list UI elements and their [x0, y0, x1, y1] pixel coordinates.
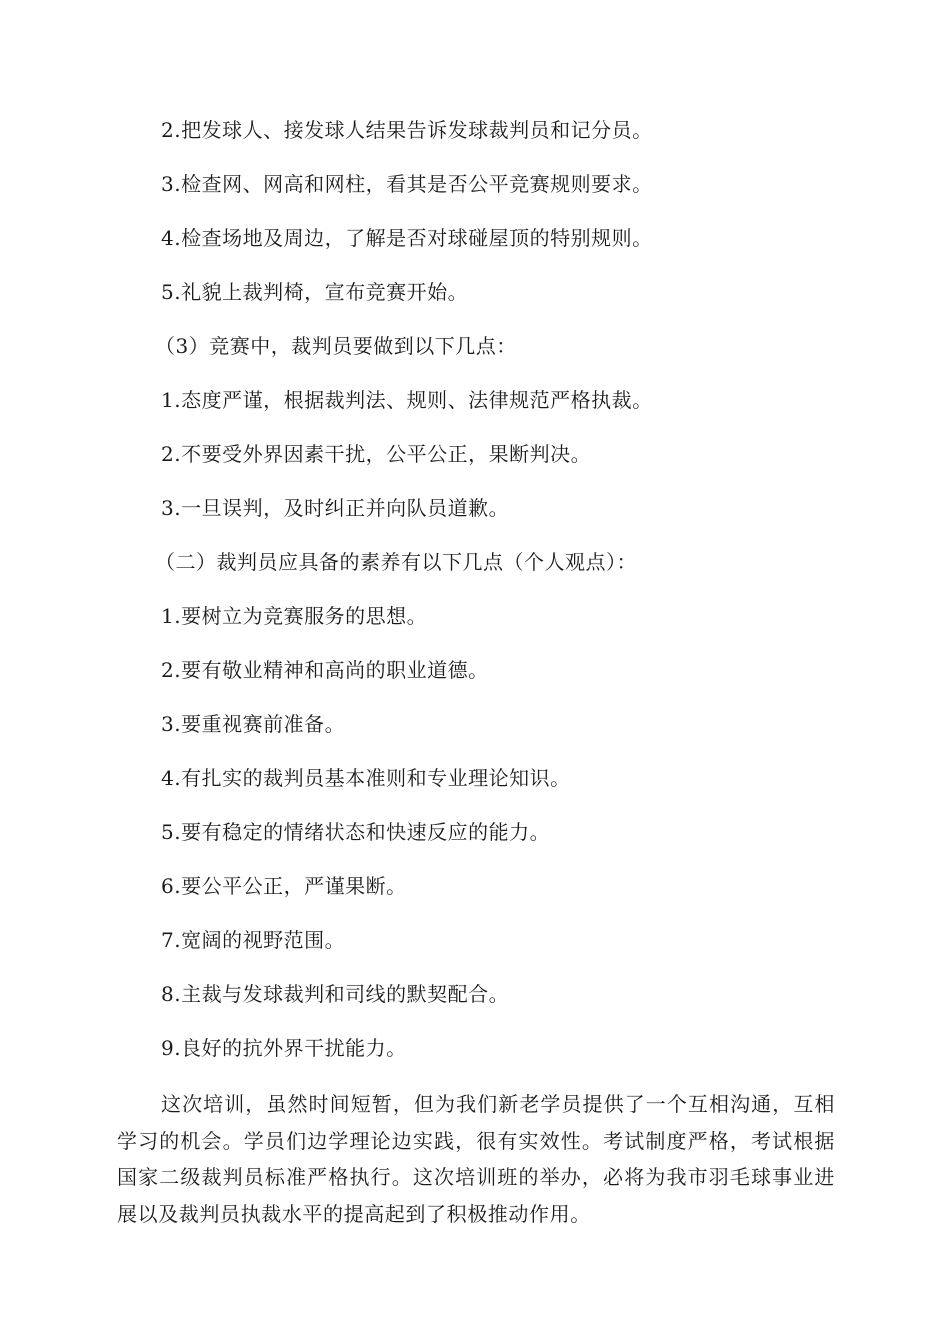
- list-item: 2.把发球人、接发球人结果告诉发球裁判员和记分员。: [161, 118, 653, 142]
- list-item: 7.宽阔的视野范围。: [161, 928, 346, 952]
- list-item: 3.要重视赛前准备。: [161, 712, 346, 736]
- list-item: 9.良好的抗外界干扰能力。: [161, 1036, 407, 1060]
- list-item: 4.有扎实的裁判员基本准则和专业理论知识。: [161, 766, 571, 790]
- list-item: 3.一旦误判，及时纠正并向队员道歉。: [161, 496, 510, 520]
- list-item: 8.主裁与发球裁判和司线的默契配合。: [161, 982, 510, 1006]
- list-item: 6.要公平公正，严谨果断。: [161, 874, 407, 898]
- list-item: 1.要树立为竞赛服务的思想。: [161, 604, 428, 628]
- section-heading: （3）竞赛中，裁判员要做到以下几点：: [155, 334, 517, 358]
- list-item: 5.要有稳定的情绪状态和快速反应的能力。: [161, 820, 551, 844]
- list-item: 2.不要受外界因素干扰，公平公正，果断判决。: [161, 442, 592, 466]
- list-item: 4.检查场地及周边，了解是否对球碰屋顶的特别规则。: [161, 226, 653, 250]
- list-item: 1.态度严谨，根据裁判法、规则、法律规范严格执裁。: [161, 388, 653, 412]
- list-item: 5.礼貌上裁判椅，宣布竞赛开始。: [161, 280, 469, 304]
- list-item: 2.要有敬业精神和高尚的职业道德。: [161, 658, 489, 682]
- list-item: 3.检查网、网高和网柱，看其是否公平竞赛规则要求。: [161, 172, 653, 196]
- closing-paragraph: 这次培训，虽然时间短暂，但为我们新老学员提供了一个互相沟通，互相学习的机会。学员们边学理论边实践，很有实效性。考试制度严格，考试根据国家二级裁判员标准严格执行。这次培训班的举办，必将为我市羽毛球事业进展以及裁判员执裁水平的提高起到了积极推动作用。: [117, 1092, 835, 1226]
- section-heading: （二）裁判员应具备的素养有以下几点（个人观点）：: [155, 550, 637, 574]
